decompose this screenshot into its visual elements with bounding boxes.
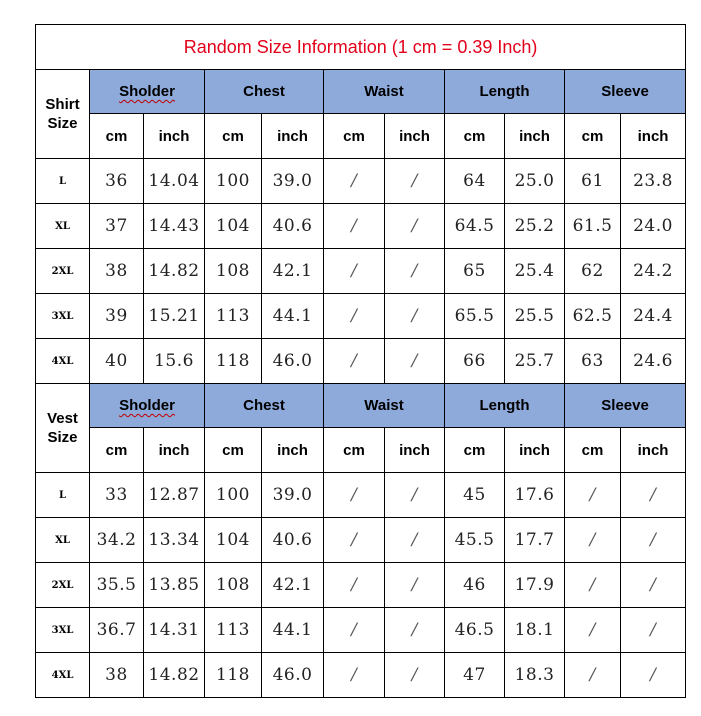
size-cell: L — [36, 473, 90, 518]
value-cell: 42.1 — [262, 563, 324, 608]
unit-label-cm: cm — [205, 428, 262, 473]
value-cell: 13.85 — [144, 563, 205, 608]
vest-size-label: Vest Size — [36, 384, 90, 473]
value-cell: / — [385, 159, 445, 204]
value-cell: 33 — [90, 473, 144, 518]
value-cell: 100 — [205, 473, 262, 518]
vest-header-row — [36, 384, 686, 428]
value-cell: / — [385, 204, 445, 249]
size-cell: 3XL — [36, 608, 90, 653]
value-cell: 45.5 — [445, 518, 505, 563]
unit-label-inch: inch — [262, 114, 324, 159]
value-cell: 118 — [205, 339, 262, 384]
value-cell: / — [621, 563, 686, 608]
value-cell: 46.5 — [445, 608, 505, 653]
value-cell: / — [565, 653, 621, 698]
value-cell: / — [565, 518, 621, 563]
value-cell: 47 — [445, 653, 505, 698]
value-cell: / — [324, 653, 385, 698]
measure-header-label: Chest — [243, 83, 285, 100]
value-cell: 65 — [445, 249, 505, 294]
value-cell: 14.43 — [144, 204, 205, 249]
table-row — [36, 473, 686, 518]
measure-header-label: Waist — [364, 83, 404, 100]
value-cell: / — [621, 608, 686, 653]
value-cell: 38 — [90, 653, 144, 698]
unit-label-inch: inch — [385, 428, 445, 473]
value-cell: 104 — [205, 204, 262, 249]
value-cell: 17.7 — [505, 518, 565, 563]
value-cell: 63 — [565, 339, 621, 384]
value-cell: 46 — [445, 563, 505, 608]
value-cell: / — [385, 563, 445, 608]
value-cell: 118 — [205, 653, 262, 698]
value-cell: / — [385, 653, 445, 698]
value-cell: 36.7 — [90, 608, 144, 653]
value-cell: / — [385, 473, 445, 518]
table-row — [36, 653, 686, 698]
unit-label-cm: cm — [445, 428, 505, 473]
value-cell: / — [565, 563, 621, 608]
table-row — [36, 339, 686, 384]
table-row — [36, 608, 686, 653]
value-cell: 17.9 — [505, 563, 565, 608]
measure-header-waist — [324, 384, 445, 428]
value-cell: 40.6 — [262, 518, 324, 563]
value-cell: / — [565, 473, 621, 518]
value-cell: / — [324, 339, 385, 384]
value-cell: / — [324, 608, 385, 653]
unit-label-cm: cm — [565, 428, 621, 473]
value-cell: 25.4 — [505, 249, 565, 294]
value-cell: 39 — [90, 294, 144, 339]
value-cell: 40 — [90, 339, 144, 384]
value-cell: 46.0 — [262, 339, 324, 384]
value-cell: / — [385, 249, 445, 294]
value-cell: 62.5 — [565, 294, 621, 339]
table-row — [36, 294, 686, 339]
value-cell: 61.5 — [565, 204, 621, 249]
value-cell: 15.6 — [144, 339, 205, 384]
size-table — [35, 24, 686, 698]
measure-header-length — [445, 70, 565, 114]
value-cell: 24.0 — [621, 204, 686, 249]
unit-label-cm: cm — [324, 114, 385, 159]
value-cell: 25.2 — [505, 204, 565, 249]
size-cell: 2XL — [36, 249, 90, 294]
shirt-unit-row — [36, 114, 686, 159]
measure-header-length — [445, 384, 565, 428]
table-row — [36, 159, 686, 204]
value-cell: 15.21 — [144, 294, 205, 339]
measure-header-label: Sholder — [119, 397, 175, 414]
table-row — [36, 204, 686, 249]
measure-header-label: Sleeve — [601, 83, 649, 100]
value-cell: / — [324, 563, 385, 608]
value-cell: 14.04 — [144, 159, 205, 204]
size-cell: L — [36, 159, 90, 204]
unit-label-inch: inch — [621, 114, 686, 159]
measure-header-sholder — [90, 70, 205, 114]
value-cell: / — [324, 518, 385, 563]
measure-header-sleeve — [565, 70, 686, 114]
measure-header-label: Length — [479, 83, 530, 100]
value-cell: 64.5 — [445, 204, 505, 249]
value-cell: 39.0 — [262, 473, 324, 518]
value-cell: 35.5 — [90, 563, 144, 608]
value-cell: / — [324, 159, 385, 204]
value-cell: 108 — [205, 249, 262, 294]
unit-label-inch: inch — [505, 428, 565, 473]
shirt-size-label: Shirt Size — [36, 70, 90, 159]
value-cell: 12.87 — [144, 473, 205, 518]
value-cell: / — [324, 249, 385, 294]
measure-header-label: Waist — [364, 397, 404, 414]
value-cell: 39.0 — [262, 159, 324, 204]
value-cell: 18.3 — [505, 653, 565, 698]
value-cell: 65.5 — [445, 294, 505, 339]
value-cell: 25.5 — [505, 294, 565, 339]
value-cell: 25.7 — [505, 339, 565, 384]
value-cell: 40.6 — [262, 204, 324, 249]
size-cell: XL — [36, 518, 90, 563]
value-cell: 100 — [205, 159, 262, 204]
value-cell: / — [385, 339, 445, 384]
measure-header-label: Length — [479, 397, 530, 414]
value-cell: 25.0 — [505, 159, 565, 204]
value-cell: / — [565, 608, 621, 653]
value-cell: 42.1 — [262, 249, 324, 294]
unit-label-inch: inch — [621, 428, 686, 473]
unit-label-inch: inch — [144, 428, 205, 473]
value-cell: 62 — [565, 249, 621, 294]
value-cell: 37 — [90, 204, 144, 249]
table-row — [36, 518, 686, 563]
measure-header-label: Chest — [243, 397, 285, 414]
value-cell: 64 — [445, 159, 505, 204]
unit-label-cm: cm — [90, 428, 144, 473]
unit-label-cm: cm — [324, 428, 385, 473]
value-cell: 113 — [205, 608, 262, 653]
value-cell: 24.4 — [621, 294, 686, 339]
value-cell: 14.31 — [144, 608, 205, 653]
value-cell: 45 — [445, 473, 505, 518]
measure-header-waist — [324, 70, 445, 114]
table-row — [36, 563, 686, 608]
unit-label-cm: cm — [565, 114, 621, 159]
shirt-header-row — [36, 70, 686, 114]
size-cell: 3XL — [36, 294, 90, 339]
value-cell: 13.34 — [144, 518, 205, 563]
value-cell: / — [324, 294, 385, 339]
value-cell: / — [621, 473, 686, 518]
value-cell: 18.1 — [505, 608, 565, 653]
measure-header-chest — [205, 384, 324, 428]
unit-label-inch: inch — [144, 114, 205, 159]
unit-label-inch: inch — [505, 114, 565, 159]
vest-unit-row — [36, 428, 686, 473]
value-cell: / — [385, 294, 445, 339]
unit-label-inch: inch — [385, 114, 445, 159]
value-cell: / — [621, 653, 686, 698]
unit-label-cm: cm — [205, 114, 262, 159]
value-cell: 36 — [90, 159, 144, 204]
value-cell: 34.2 — [90, 518, 144, 563]
value-cell: 104 — [205, 518, 262, 563]
measure-header-chest — [205, 70, 324, 114]
measure-header-sholder — [90, 384, 205, 428]
value-cell: / — [324, 473, 385, 518]
value-cell: 44.1 — [262, 294, 324, 339]
measure-header-label: Sleeve — [601, 397, 649, 414]
value-cell: / — [385, 518, 445, 563]
size-cell: 4XL — [36, 339, 90, 384]
value-cell: / — [385, 608, 445, 653]
value-cell: 24.2 — [621, 249, 686, 294]
unit-label-inch: inch — [262, 428, 324, 473]
size-cell: 2XL — [36, 563, 90, 608]
size-chart — [35, 24, 686, 698]
value-cell: 108 — [205, 563, 262, 608]
value-cell: 46.0 — [262, 653, 324, 698]
size-cell: XL — [36, 204, 90, 249]
value-cell: 38 — [90, 249, 144, 294]
table-title: Random Size Information (1 cm = 0.39 Inch) — [36, 25, 686, 70]
value-cell: / — [324, 204, 385, 249]
value-cell: 66 — [445, 339, 505, 384]
value-cell: 14.82 — [144, 653, 205, 698]
unit-label-cm: cm — [445, 114, 505, 159]
unit-label-cm: cm — [90, 114, 144, 159]
value-cell: 44.1 — [262, 608, 324, 653]
value-cell: 61 — [565, 159, 621, 204]
size-cell: 4XL — [36, 653, 90, 698]
table-row — [36, 249, 686, 294]
value-cell: 24.6 — [621, 339, 686, 384]
value-cell: 23.8 — [621, 159, 686, 204]
value-cell: 17.6 — [505, 473, 565, 518]
measure-header-label: Sholder — [119, 83, 175, 100]
value-cell: / — [621, 518, 686, 563]
value-cell: 14.82 — [144, 249, 205, 294]
measure-header-sleeve — [565, 384, 686, 428]
value-cell: 113 — [205, 294, 262, 339]
